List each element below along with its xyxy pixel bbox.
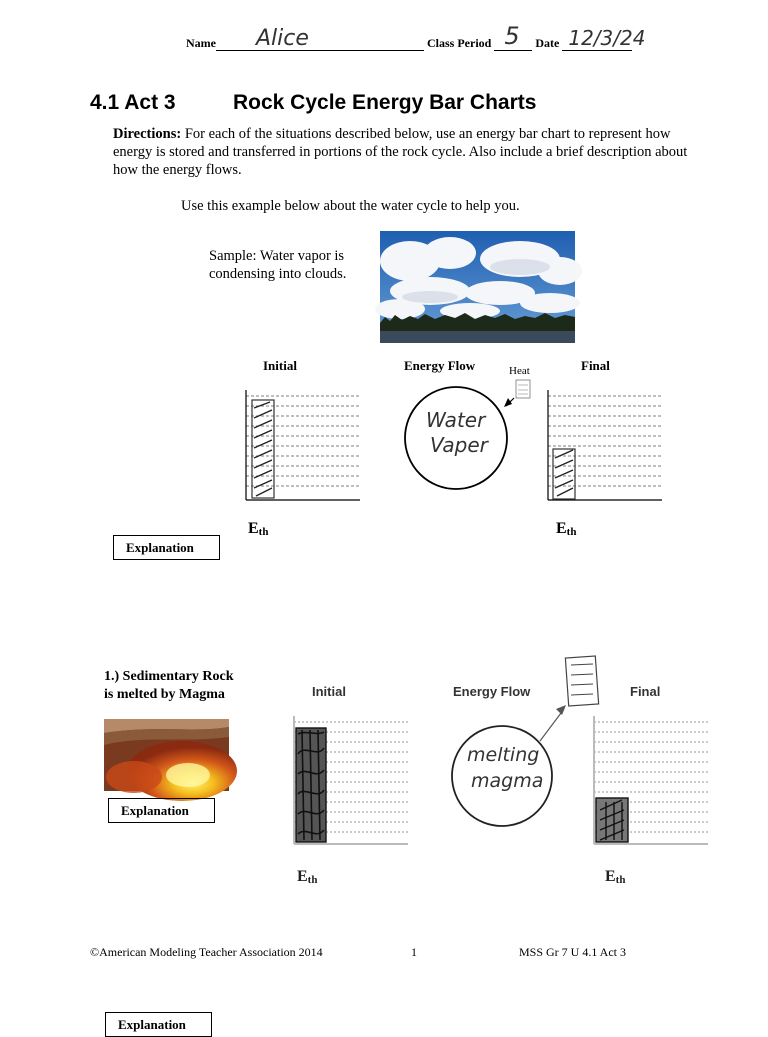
q1-explanation-box[interactable]: Explanation: [108, 798, 215, 823]
date-field[interactable]: [562, 26, 646, 51]
date-label: Date: [535, 36, 560, 50]
sample-final-chart: [546, 388, 664, 502]
directions-label: Directions:: [113, 126, 182, 142]
name-row: [186, 22, 646, 51]
sample-initial-chart: [244, 388, 362, 502]
period-value: 5: [504, 22, 520, 50]
directions-text: For each of the situations described below, use an energy bar chart to represent how energy is stored and transferred in portions of the rock cycle. Also include a brief description about how the energy flows.: [113, 126, 688, 178]
title-number: 4.1 Act 3: [90, 91, 176, 114]
q1-initial-chart: [292, 714, 410, 846]
footer-course: MSS Gr 7 U 4.1 Act 3: [519, 945, 627, 959]
name-field[interactable]: [216, 26, 424, 51]
sample-flow-label: Energy Flow: [404, 358, 476, 373]
q1-circle-text-2: magma: [471, 770, 544, 792]
page-title: [90, 91, 537, 115]
q1-eth-initial: $E_{th}$: [297, 868, 318, 886]
sample-circle-text-2: Vaper: [430, 433, 488, 457]
magma-photo: [104, 719, 229, 791]
sample-final-label: Final: [581, 358, 610, 373]
period-field[interactable]: [494, 22, 532, 51]
sample-heat-label: Heat: [509, 365, 530, 377]
q1-flow-label: Energy Flow: [453, 684, 531, 699]
sample-eth-initial: $E_{th}$: [248, 520, 269, 538]
sample-eth-final: $E_{th}$: [556, 520, 577, 538]
sample-initial-label: Initial: [263, 358, 297, 373]
name-value: Alice: [256, 26, 309, 51]
q1-circle-text-1: melting: [467, 744, 540, 766]
directions: [113, 125, 713, 179]
footer-copyright: ©American Modeling Teacher Association 2014: [90, 945, 323, 959]
q1-title: 1.) Sedimentary Rock is melted by Magma: [104, 669, 234, 702]
sample-heat-bar: [516, 380, 530, 398]
q1-eth-final: $E_{th}$: [605, 868, 626, 886]
footer-page: 1: [411, 945, 417, 959]
sample-text: Sample: Water vapor is condensing into clouds.: [209, 248, 347, 282]
q1-heat-bar: [565, 656, 598, 706]
q1-initial-label: Initial: [312, 684, 346, 699]
sample-explanation-box[interactable]: Explanation: [113, 535, 220, 560]
example-intro: Use this example below about the water cycle to help you.: [181, 198, 520, 214]
next-explanation-box[interactable]: Explanation: [105, 1012, 212, 1037]
period-label: Class Period: [427, 36, 492, 50]
q1-final-label: Final: [630, 684, 661, 699]
sample-circle-text-1: Water: [426, 408, 486, 432]
cloud-photo: [380, 231, 575, 343]
date-value: 12/3/24: [568, 26, 646, 50]
q1-final-chart: [592, 714, 710, 846]
name-label: Name: [186, 36, 216, 50]
title-text: Rock Cycle Energy Bar Charts: [233, 91, 537, 114]
